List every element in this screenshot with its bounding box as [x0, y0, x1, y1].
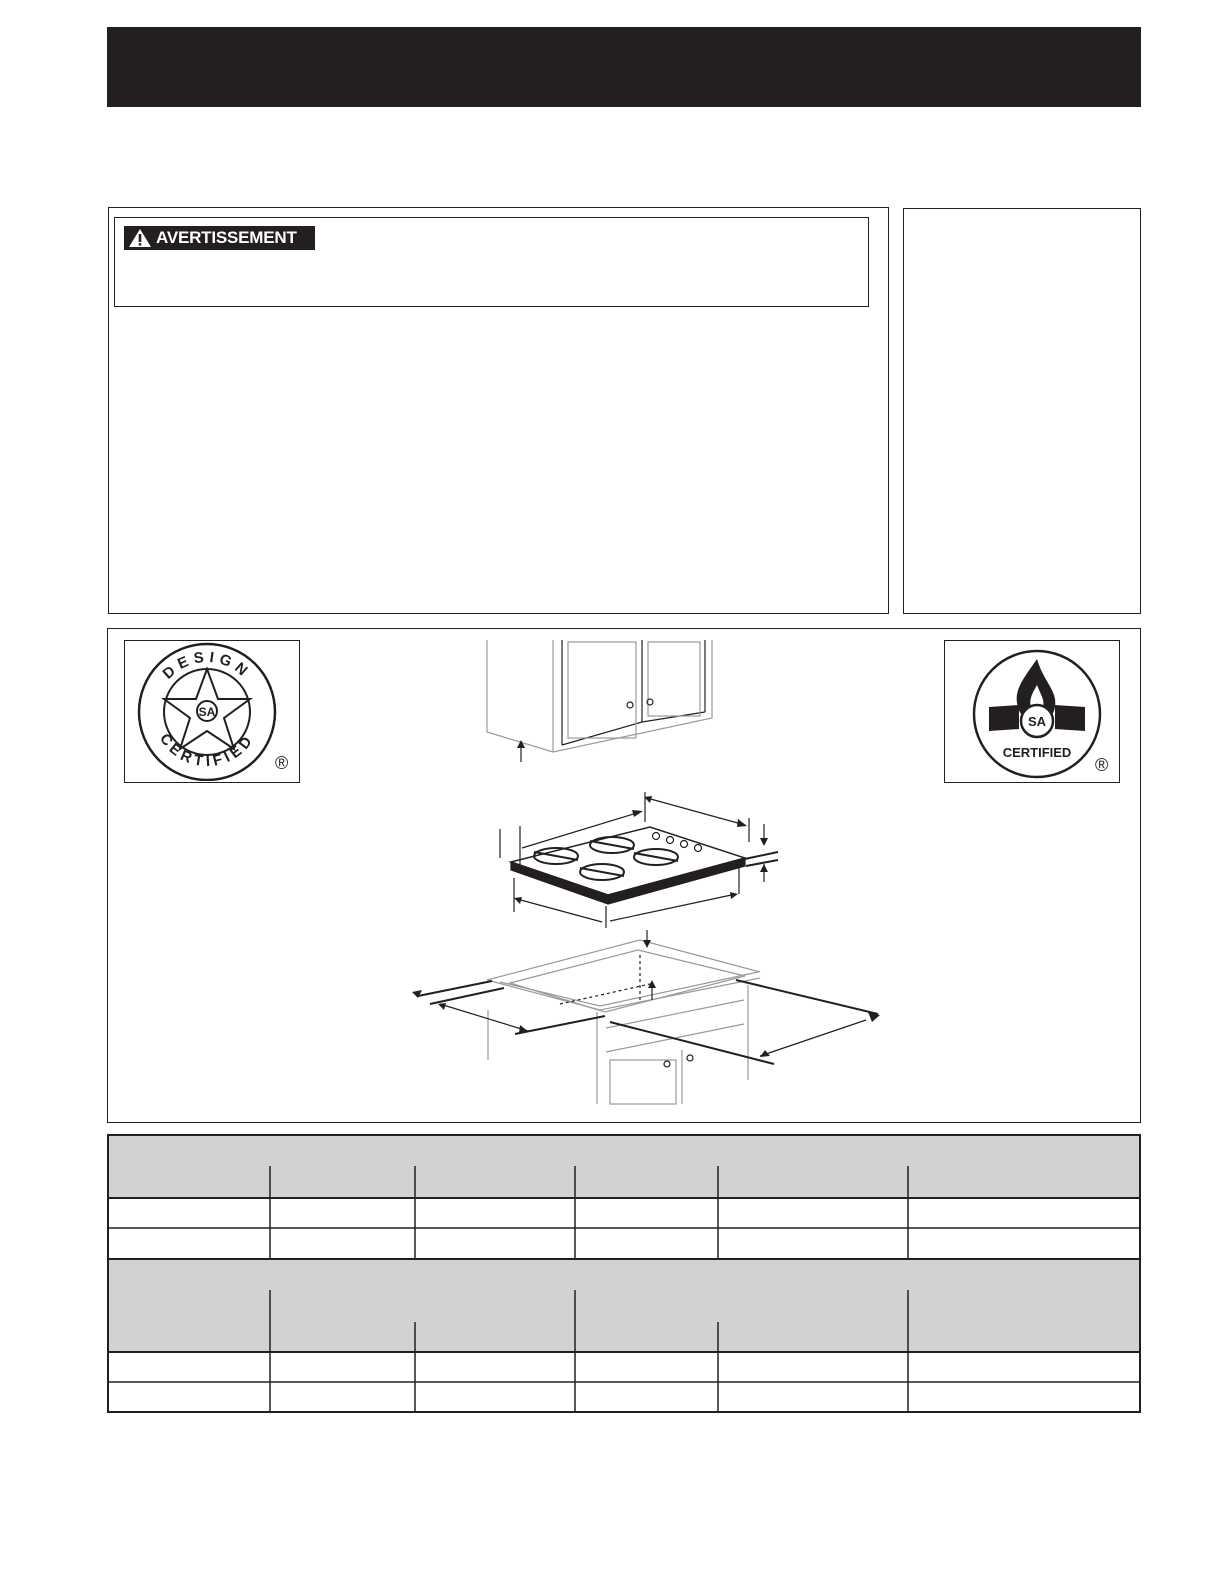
svg-text:CERTIFIED — [156, 731, 258, 771]
svg-text:SA: SA — [198, 705, 216, 719]
header-bar — [107, 27, 1141, 107]
warning-label-text: AVERTISSEMENT — [156, 228, 297, 247]
warning-triangle-icon — [128, 228, 152, 248]
table-header-band — [109, 1259, 1139, 1352]
cooktop-installation-diagram — [400, 640, 900, 1105]
side-note-box — [903, 208, 1141, 614]
table-header-band — [109, 1136, 1139, 1198]
csa-design-certified-logo — [124, 640, 300, 783]
csa-certified-flame-logo — [944, 640, 1120, 783]
warning-label — [124, 226, 315, 250]
specifications-table — [107, 1134, 1141, 1413]
svg-text:SA: SA — [1027, 714, 1047, 729]
logo-left-top-text: DESIGN — [159, 648, 255, 683]
logo-right-text: CERTIFIED — [1002, 745, 1072, 760]
registered-mark: ® — [1095, 755, 1109, 775]
logo-left-bottom-text: CERTIFIED — [156, 730, 258, 771]
registered-mark: ® — [275, 753, 289, 773]
